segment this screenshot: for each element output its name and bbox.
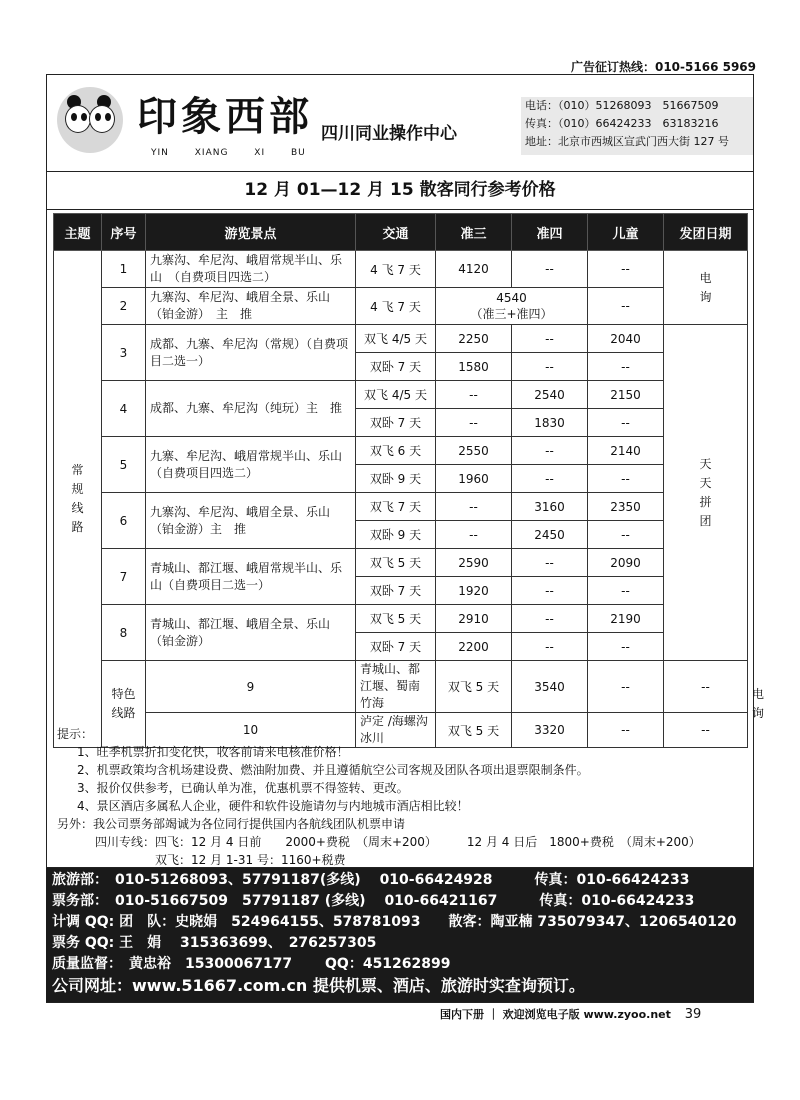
row-transport: 4 飞 7 天: [356, 288, 436, 325]
row-transport: 双卧 9 天: [356, 521, 436, 549]
col-child: 儿童: [588, 214, 664, 251]
row-p3: 3540: [512, 661, 588, 713]
row-p4: 2450: [512, 521, 588, 549]
table-header-row: [54, 214, 748, 251]
contact-ticket-qq: 票务 QQ: 王 娟 315363699、 276257305: [52, 935, 377, 951]
row-p3: 4120: [436, 251, 512, 288]
row-no: 7: [102, 549, 146, 605]
row-no: 4: [102, 381, 146, 437]
row-transport: 双飞 4/5 天: [356, 381, 436, 409]
note-2: 2、机票政策均含机场建设费、燃油附加费、并且遵循航空公司客规及团队各项出退票限制条件。: [77, 763, 589, 777]
row-p3: 2550: [436, 437, 512, 465]
notes-label: 提示：: [57, 727, 94, 741]
table-row: 特色 线路 9 青城山、都江堰、蜀南竹海 双飞 5 天 3540 -- -- 电 询: [54, 661, 748, 713]
brand-pinyin: YIN XIANG XI BU: [151, 148, 306, 158]
footer-divider: [46, 1002, 754, 1003]
row-p4: 1830: [512, 409, 588, 437]
note-1: 1、旺季机票折扣变化快，收客前请来电核准价格！: [77, 745, 349, 759]
row-no: 10: [146, 713, 356, 748]
row-child: --: [588, 353, 664, 381]
row-child: --: [588, 577, 664, 605]
date-call-1: 电 询: [664, 251, 748, 325]
row-p4: --: [512, 353, 588, 381]
row-no: 1: [102, 251, 146, 288]
row-p4: --: [512, 633, 588, 661]
row-child: --: [588, 251, 664, 288]
contact-planner-qq: 计调 QQ: 团 队：史晓娟 524964155、578781093 散客：陶亚楠 735079347、1206540120: [52, 914, 737, 930]
contact-tour: 旅游部： 010-51268093、57791187(多线) 010-66424928 传真：010-66424233: [52, 872, 690, 888]
row-child: --: [664, 661, 748, 713]
row-p4: --: [512, 577, 588, 605]
table-row: [54, 605, 748, 633]
row-no: 2: [102, 288, 146, 325]
row-p4: --: [512, 325, 588, 353]
col-p4: 准四: [512, 214, 588, 251]
row-p4: --: [512, 605, 588, 633]
ad-hotline: 广告征订热线：010-5166 5969: [570, 60, 756, 74]
table-row: [54, 493, 748, 521]
table-row: [54, 288, 748, 325]
group-special: 特色 线路: [102, 661, 146, 748]
air-line-1: 四川专线：四飞：12 月 4 日前 2000+费税 （周末+200） 12 月 4 日后 1800+费税 （周末+200）: [95, 835, 701, 849]
row-transport: 双卧 7 天: [356, 353, 436, 381]
row-p3: 2250: [436, 325, 512, 353]
contact-ticket: 票务部： 010-51667509 57791187 (多线) 010-66421167 传真：010-66424233: [52, 893, 695, 909]
row-p4: --: [512, 437, 588, 465]
row-spot: 青城山、都江堰、蜀南竹海: [356, 661, 436, 713]
brand-name: 印象西部: [137, 93, 313, 140]
table-row: [54, 381, 748, 409]
row-p4: --: [588, 661, 664, 713]
row-child: --: [588, 521, 664, 549]
date-daily: 天 天 拼 团: [664, 325, 748, 661]
footer: [440, 1006, 701, 1022]
contact-quality: 质量监督： 黄忠裕 15300067177 QQ：451262899: [52, 956, 451, 972]
table-row: [54, 325, 748, 353]
col-no: 序号: [102, 214, 146, 251]
row-p3: 1960: [436, 465, 512, 493]
row-child: 2040: [588, 325, 664, 353]
row-no: 3: [102, 325, 146, 381]
row-transport: 双卧 7 天: [356, 633, 436, 661]
row-transport: 双飞 4/5 天: [356, 325, 436, 353]
row-transport: 双卧 7 天: [356, 409, 436, 437]
col-p3: 准三: [436, 214, 512, 251]
row-p3: --: [436, 493, 512, 521]
row-p4: --: [512, 549, 588, 577]
row-p4: --: [588, 713, 664, 748]
row-child: 2150: [588, 381, 664, 409]
price-sheet: [46, 74, 765, 868]
row-spot: 九寨沟、牟尼沟、峨眉全景、乐山（铂金游）主 推: [146, 493, 356, 549]
contact-phone: 电话：（010）51268093 51667509: [525, 99, 719, 112]
note-3: 3、报价仅供参考，已确认单为准，优惠机票不得签转、更改。: [77, 781, 409, 795]
row-spot: 成都、九寨、牟尼沟（纯玩）主 推: [146, 381, 356, 437]
footer-text: 国内下册 ｜ 欢迎浏览电子版 www.zyoo.net: [440, 1008, 671, 1021]
row-spot: 九寨沟、牟尼沟、峨眉常规半山、乐山 （自费项目四选二）: [146, 251, 356, 288]
brand-header: [47, 75, 753, 172]
row-child: --: [588, 465, 664, 493]
row-child: --: [588, 633, 664, 661]
row-transport: 双卧 9 天: [356, 465, 436, 493]
notes-section: [57, 725, 747, 869]
row-p3: 2910: [436, 605, 512, 633]
contact-fax: 传真：（010）66424233 63183216: [525, 117, 719, 130]
row-transport: 双飞 5 天: [356, 605, 436, 633]
row-p3: --: [436, 381, 512, 409]
note-4: 4、景区酒店多属私人企业，硬件和软件设施请勿与内地城市酒店相比较！: [77, 799, 469, 813]
row-merged-price: 4540 （准三+准四）: [436, 288, 588, 325]
col-spot: 游览景点: [146, 214, 356, 251]
col-theme: 主题: [54, 214, 102, 251]
contact-panel: [46, 868, 754, 1002]
company-website-link[interactable]: 公司网址：www.51667.com.cn 提供机票、酒店、旅游时实查询预订。: [52, 976, 585, 995]
row-child: 2090: [588, 549, 664, 577]
note-extra: 另外：我公司票务部竭诚为各位同行提供国内各航线团队机票申请: [57, 817, 406, 831]
row-p3: 2590: [436, 549, 512, 577]
row-transport: 4 飞 7 天: [356, 251, 436, 288]
row-child: 2140: [588, 437, 664, 465]
row-transport: 双飞 6 天: [356, 437, 436, 465]
table-row: [54, 437, 748, 465]
group-regular: 常 规 线 路: [54, 251, 102, 748]
row-transport: 双飞 5 天: [356, 549, 436, 577]
row-child: --: [588, 409, 664, 437]
row-p4: 3160: [512, 493, 588, 521]
page-number: 39: [684, 1007, 702, 1022]
row-p3: --: [436, 521, 512, 549]
row-spot: 成都、九寨、牟尼沟（常规）（自费项目二选一）: [146, 325, 356, 381]
row-child: 2350: [588, 493, 664, 521]
brand-subtitle: 四川同业操作中心: [321, 124, 457, 144]
row-child: --: [664, 713, 748, 748]
page-title: 12 月 01—12 月 15 散客同行参考价格: [47, 171, 753, 210]
row-transport: 双卧 7 天: [356, 577, 436, 605]
row-spot: 泸定 /海螺沟冰川: [356, 713, 436, 748]
row-transport: 双飞 5 天: [436, 661, 512, 713]
row-spot: 九寨沟、牟尼沟、峨眉全景、乐山（铂金游） 主 推: [146, 288, 356, 325]
row-no: 5: [102, 437, 146, 493]
col-transport: 交通: [356, 214, 436, 251]
row-p4: --: [512, 251, 588, 288]
row-transport: 双飞 5 天: [436, 713, 512, 748]
row-transport: 双飞 7 天: [356, 493, 436, 521]
table-row: [54, 251, 748, 288]
row-p4: --: [512, 465, 588, 493]
row-no: 9: [146, 661, 356, 713]
row-no: 6: [102, 493, 146, 549]
row-p3: 2200: [436, 633, 512, 661]
row-spot: 青城山、都江堰、峨眉常规半山、乐山（自费项目二选一）: [146, 549, 356, 605]
row-no: 8: [102, 605, 146, 661]
row-p3: 1920: [436, 577, 512, 605]
row-p3: 1580: [436, 353, 512, 381]
table-row: [54, 549, 748, 577]
row-p3: --: [436, 409, 512, 437]
row-spot: 青城山、都江堰、峨眉全景、乐山（铂金游）: [146, 605, 356, 661]
col-date: 发团日期: [664, 214, 748, 251]
contact-box: [521, 97, 753, 155]
panda-logo-icon: [57, 87, 123, 153]
price-table: [53, 213, 765, 748]
row-child: --: [588, 288, 664, 325]
row-child: 2190: [588, 605, 664, 633]
row-p4: 2540: [512, 381, 588, 409]
air-line-2: 双飞：12 月 1-31 号：1160+税费: [155, 853, 346, 867]
row-spot: 九寨、牟尼沟、峨眉常规半山、乐山 （自费项目四选二）: [146, 437, 356, 493]
contact-address: 地址：北京市西城区宣武门西大街 127 号: [525, 135, 729, 148]
row-p3: 3320: [512, 713, 588, 748]
